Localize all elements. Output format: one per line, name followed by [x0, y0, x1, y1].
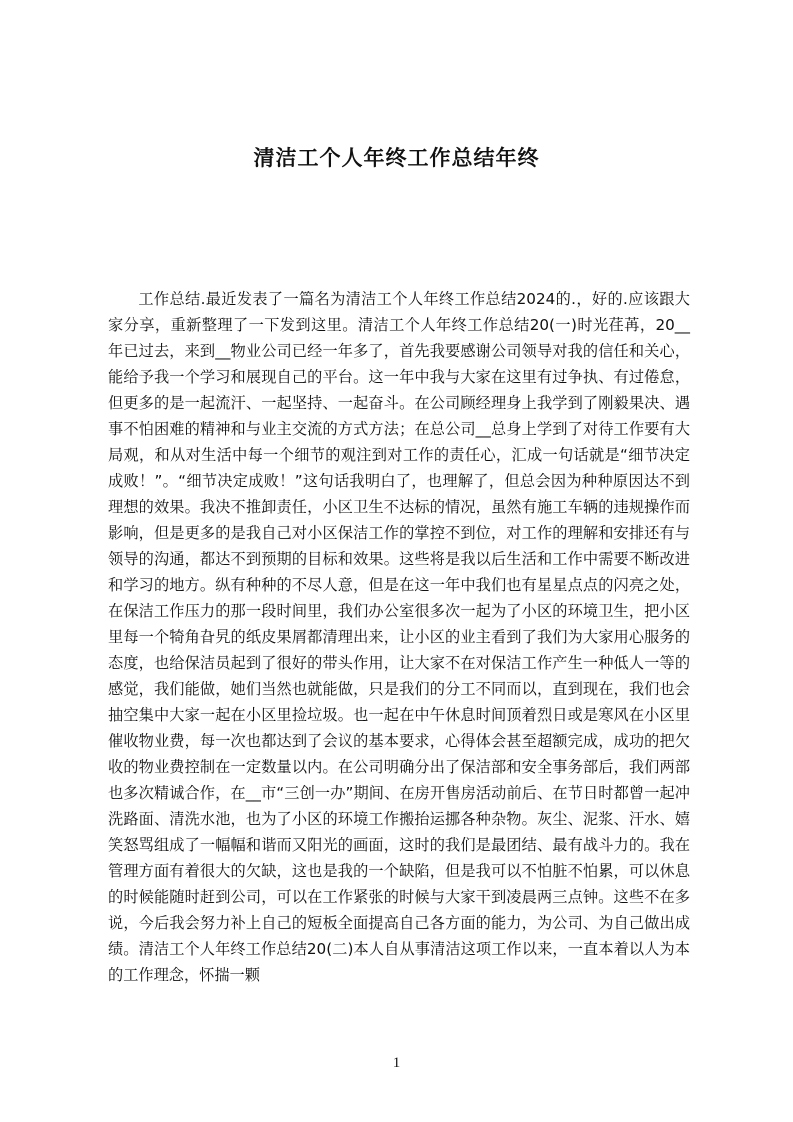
page-number: 1 — [392, 1055, 401, 1071]
document-title: 清洁工个人年终工作总结年终 — [253, 146, 540, 170]
body-paragraph: 工作总结.最近发表了一篇名为清洁工个人年终工作总结2024的.，好的.应该跟大家分享，重新整理了一下发到这里。清洁工个人年终工作总结20(一)时光荏苒，20__年已过去，来到__物业公司已经一年多了，首先我要感谢公司领导对我的信任和关心，能给予我一个学习和展现自己的平台。这一年中我与大家在这里有过争执、有过倦怠，但更多的是一起流汗、一起坚持、一起奋斗。在公司顾经理身上我学到了刚毅果决、遇事不怕困难的精神和与业主交流的方式方法；在总公司__总身上学到了对待工作要有大局观，和从对生活中每一个细节的观注到对工作的责任心，汇成一句话就是“细节决定成败！”。“细节决定成败！”这句话我明白了，也理解了，但总会因为种种原因达不到理想的效果。我决不推卸责任，小区卫生不达标的情况，虽然有施工车辆的违规操作而影响，但是更多的是我自己对小区保洁工作的掌控不到位，对工作的理解和安排还有与领导的沟通，都达不到预期的目标和效果。这些将是我以后生活和工作中需要不断改进和学习的地方。纵有种种的不尽人意，但是在这一年中我们也有星星点点的闪亮之处，在保洁工作压力的那一段时间里，我们办公室很多次一起为了小区的环境卫生，把小区里每一个犄角旮旯的纸皮果屑都清理出来，让小区的业主看到了我们为大家用心服务的态度，也给保洁员起到了很好的带头作用，让大家不在对保洁工作产生一种低人一等的感觉，我们能做，她们当然也就能做，只是我们的分工不同而以，直到现在，我们也会抽空集中大家一起在小区里捡垃圾。也一起在中午休息时间顶着烈日或是寒风在小区里催收物业费，每一次也都达到了会议的基本要求，心得体会甚至超额完成，成功的把欠收的物业费控制在一定数量以内。在公司明确分出了保洁部和安全事务部后，我们两部也多次精诚合作，在__市“三创一办”期间、在房开售房活动前后、在节日时都曾一起冲洗路面、清洗水池，也为了小区的环境工作搬抬运挪各种杂物。灰尘、泥浆、汗水、嬉笑怒骂组成了一幅幅和谐而又阳光的画面，这时的我们是最团结、最有战斗力的。我在管理方面有着很大的欠缺，这也是我的一个缺陷，但是我可以不怕脏不怕累，可以休息的时候能随时赶到公司，可以在工作紧张的时候与大家干到凌晨两三点钟。这些不在多说，今后我会努力补上自己的短板全面提高自己各方面的能力，为公司、为自己做出成绩。清洁工个人年终工作总结20(二)本人自从事清洁这项工作以来，一直本着以人为本的工作理念，怀揣一颗 — [108, 290, 690, 984]
